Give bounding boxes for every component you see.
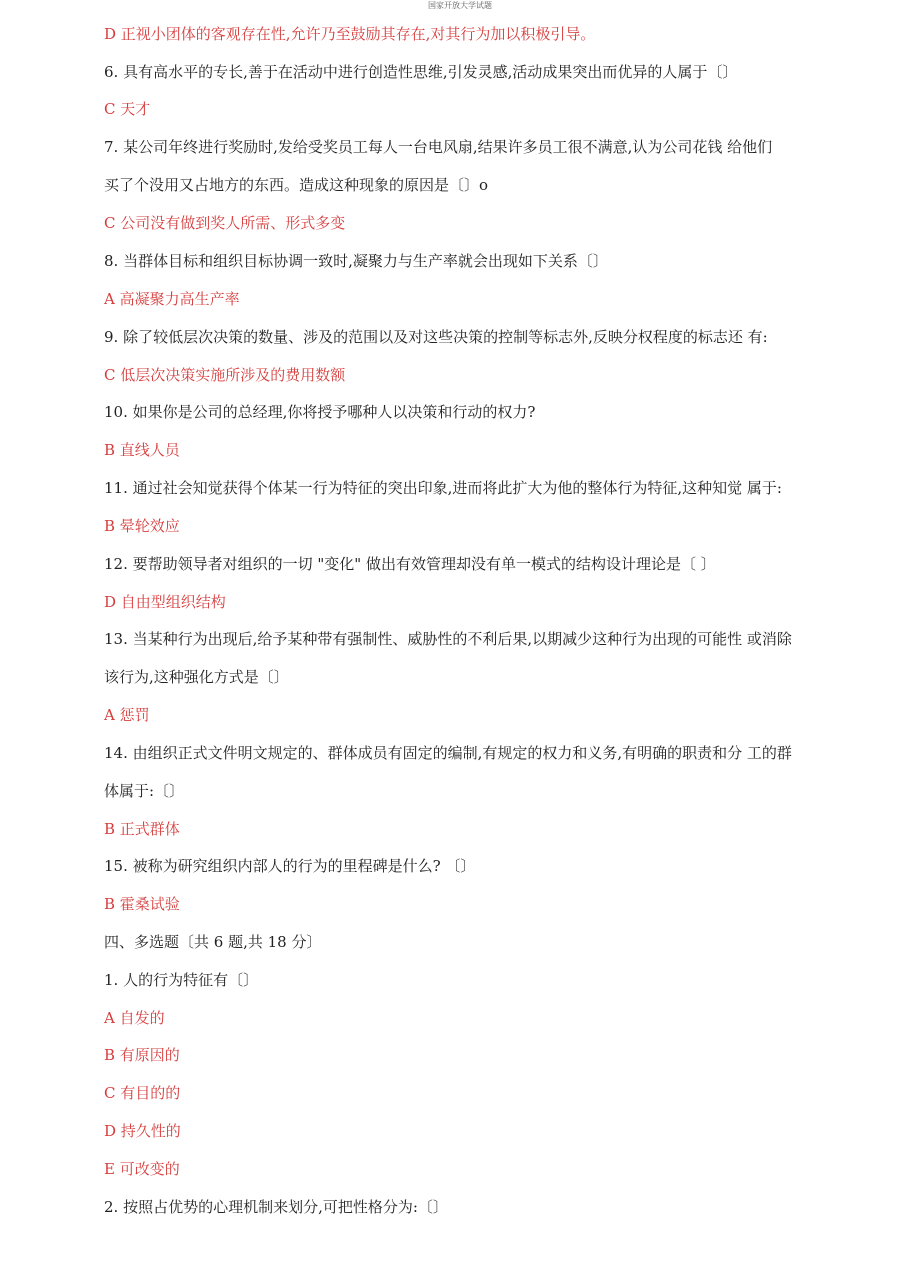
question-line: 12. 要帮助领导者对组织的一切 "变化" 做出有效管理却没有单一模式的结构设计理论是〔 〕 <box>104 555 716 573</box>
question-line: 13. 当某种行为出现后,给予某种带有强制性、威胁性的不利后果,以期减少这种行为出现的可能性 或消除 <box>104 630 792 648</box>
question-line: 15. 被称为研究组织内部人的行为的里程碑是什么? 〔〕 <box>104 857 476 875</box>
question-line: 8. 当群体目标和组织目标协调一致时,凝聚力与生产率就会出现如下关系〔〕 <box>104 252 608 270</box>
question-line: 体属于:〔〕 <box>104 782 185 800</box>
question-line: 1. 人的行为特征有〔〕 <box>104 971 259 989</box>
answer-line: C 低层次决策实施所涉及的费用数额 <box>104 366 346 384</box>
answer-line: C 公司没有做到奖人所需、形式多变 <box>104 214 346 232</box>
question-line: 9. 除了较低层次决策的数量、涉及的范围以及对这些决策的控制等标志外,反映分权程度的标志还 有: <box>104 328 768 346</box>
question-line: 14. 由组织正式文件明文规定的、群体成员有固定的编制,有规定的权力和义务,有明确的职责和分 工的群 <box>104 744 792 762</box>
answer-line: B 直线人员 <box>104 441 180 459</box>
answer-line: B 晕轮效应 <box>104 517 180 535</box>
question-line: 2. 按照占优势的心理机制来划分,可把性格分为:〔〕 <box>104 1198 448 1216</box>
answer-line: B 霍桑试验 <box>104 895 180 913</box>
answer-line: C 天才 <box>104 100 151 118</box>
question-line: 7. 某公司年终进行奖励时,发给受奖员工每人一台电风扇,结果许多员工很不满意,认为公司花钱 给他们 <box>104 138 773 156</box>
answer-line: B 正式群体 <box>104 820 180 838</box>
question-line: 11. 通过社会知觉获得个体某一行为特征的突出印象,进而将此扩大为他的整体行为特征,这种知觉 属于: <box>104 479 782 497</box>
answer-line: C 有目的的 <box>104 1084 181 1102</box>
answer-line: D 自由型组织结构 <box>104 593 226 611</box>
answer-line: A 高凝聚力高生产率 <box>104 290 240 308</box>
question-line: 6. 具有高水平的专长,善于在活动中进行创造性思维,引发灵感,活动成果突出而优异的人属于〔〕 <box>104 63 738 81</box>
answer-line: B 有原因的 <box>104 1046 180 1064</box>
answer-line: D 正视小团体的客观存在性,允许乃至鼓励其存在,对其行为加以积极引导。 <box>104 25 596 43</box>
question-line: 买了个没用又占地方的东西。造成这种现象的原因是〔〕o <box>104 176 489 194</box>
answer-line: A 惩罚 <box>104 706 150 724</box>
answer-line: E 可改变的 <box>104 1160 180 1178</box>
answer-line: D 持久性的 <box>104 1122 181 1140</box>
question-line: 该行为,这种强化方式是〔〕 <box>104 668 289 686</box>
answer-line: A 自发的 <box>104 1009 165 1027</box>
section-heading: 四、多选题〔共 6 题,共 18 分〕 <box>104 933 322 951</box>
question-line: 10. 如果你是公司的总经理,你将授予哪种人以决策和行动的权力? <box>104 403 536 421</box>
page-header: 国家开放大学试题 <box>428 1 492 10</box>
